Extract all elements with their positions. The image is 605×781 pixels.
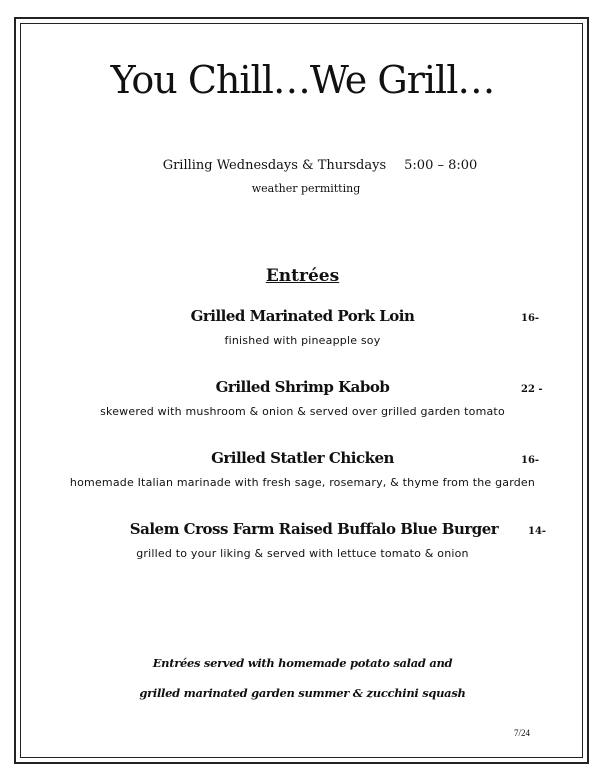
menu-item-description: finished with pineapple soy (224, 334, 381, 347)
menu-item-name: Grilled Marinated Pork Loin (190, 307, 415, 325)
menu-title: You Chill…We Grill… (110, 58, 495, 102)
menu-item-description: homemade Italian marinade with fresh sage, rosemary, & thyme from the garden (69, 476, 536, 489)
page-number: 7/24 (514, 728, 531, 738)
menu-item-name: Grilled Shrimp Kabob (215, 378, 390, 396)
menu-item-name: Salem Cross Farm Raised Buffalo Blue Burger (129, 520, 499, 538)
menu-item-name: Grilled Statler Chicken (211, 449, 394, 467)
menu-item-price: 22 - (521, 384, 543, 395)
menu-item-price: 16- (521, 455, 540, 466)
menu-item-description: grilled to your liking & served with lettuce tomato & onion (136, 547, 469, 560)
weather-note: weather permitting (251, 182, 361, 195)
section-title-entrees: Entrées (265, 266, 340, 286)
entree-sides-note-line-2: grilled marinated garden summer & zucchini squash (139, 686, 466, 700)
schedule-time: 5:00 – 8:00 (404, 158, 478, 173)
menu-item-price: 16- (521, 313, 540, 324)
entree-sides-note-line-1: Entrées served with homemade potato salad and (152, 656, 453, 670)
schedule-days: Grilling Wednesdays & Thursdays (162, 158, 387, 173)
menu-item-price: 14- (528, 526, 547, 537)
grilling-schedule (0, 158, 605, 173)
menu-item-description: skewered with mushroom & onion & served over grilled garden tomato (100, 405, 505, 418)
